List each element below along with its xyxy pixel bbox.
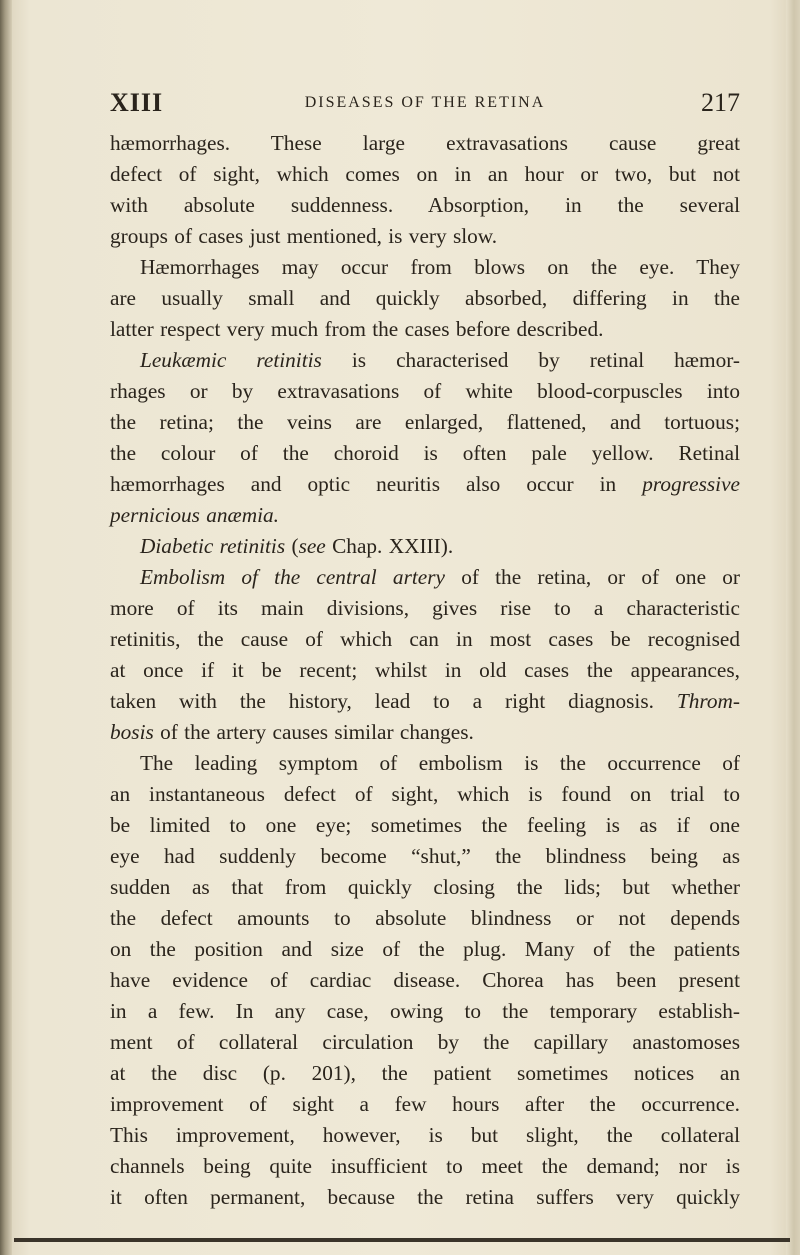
text-line: latter respect very much from the cases before described.	[110, 317, 604, 341]
text-line: rhages or by extravasations of white blood-corpuscles into	[110, 379, 740, 403]
text-line: groups of cases just mentioned, is very slow.	[110, 224, 498, 248]
text-line: This improvement, however, is but slight, the collateral	[110, 1123, 740, 1147]
text-line: at once if it be recent; whilst in old cases the appearances,	[110, 658, 740, 682]
page-edge-shadow	[786, 0, 800, 1255]
text-line: ment of collateral circulation by the capillary anastomoses	[110, 1030, 740, 1054]
text-line: taken with the history, lead to a right diagnosis. Throm-	[110, 689, 740, 713]
chapter-number: XIII	[110, 88, 164, 117]
text-line: hæmorrhages and optic neuritis also occur in progressive	[110, 472, 740, 496]
text-line: the defect amounts to absolute blindness or not depends	[110, 906, 740, 930]
text-line: the colour of the choroid is often pale yellow. Retinal	[110, 441, 740, 465]
text-line: defect of sight, which comes on in an hour or two, but not	[110, 162, 740, 186]
text-line: bosis of the artery causes similar changes.	[110, 720, 474, 744]
text-line: on the position and size of the plug. Many of the patients	[110, 937, 740, 961]
page-number: 217	[701, 88, 740, 117]
text-line: retinitis, the cause of which can in most cases be recognised	[110, 627, 740, 651]
bottom-rule	[14, 1238, 790, 1242]
text-line: more of its main divisions, gives rise to a characteristic	[110, 596, 740, 620]
text-line: with absolute suddenness. Absorption, in the several	[110, 193, 740, 217]
text-line: an instantaneous defect of sight, which is found on trial to	[110, 782, 740, 806]
text-line: channels being quite insufficient to meet the demand; nor is	[110, 1154, 740, 1178]
running-title: DISEASES OF THE RETINA	[304, 94, 546, 111]
text-line: Hæmorrhages may occur from blows on the eye. They	[140, 255, 740, 279]
text-line: in a few. In any case, owing to the temporary establish-	[110, 999, 740, 1023]
text-line: eye had suddenly become “shut,” the blindness being as	[110, 844, 740, 868]
text-line: pernicious anæmia.	[110, 503, 280, 527]
text-line: Leukæmic retinitis is characterised by retinal hæmor-	[140, 348, 740, 372]
text-line: the retina; the veins are enlarged, flattened, and tortuous;	[110, 410, 740, 434]
text-line: The leading symptom of embolism is the occurrence of	[140, 751, 740, 775]
book-spine-shadow	[0, 0, 12, 1255]
text-line: have evidence of cardiac disease. Chorea has been present	[110, 968, 740, 992]
text-line: Embolism of the central artery of the retina, or of one or	[140, 565, 740, 589]
text-line: Diabetic retinitis (see Chap. XXIII).	[140, 534, 454, 558]
text-line: at the disc (p. 201), the patient sometimes notices an	[110, 1061, 740, 1085]
body-text	[110, 128, 740, 1213]
text-line: it often permanent, because the retina suffers very quickly	[110, 1185, 740, 1209]
text-line: be limited to one eye; sometimes the feeling is as if one	[110, 813, 740, 837]
text-line: hæmorrhages. These large extravasations cause great	[110, 131, 740, 155]
running-header	[110, 88, 740, 122]
text-line: are usually small and quickly absorbed, differing in the	[110, 286, 740, 310]
text-line: improvement of sight a few hours after the occurrence.	[110, 1092, 740, 1116]
text-line: sudden as that from quickly closing the lids; but whether	[110, 875, 740, 899]
